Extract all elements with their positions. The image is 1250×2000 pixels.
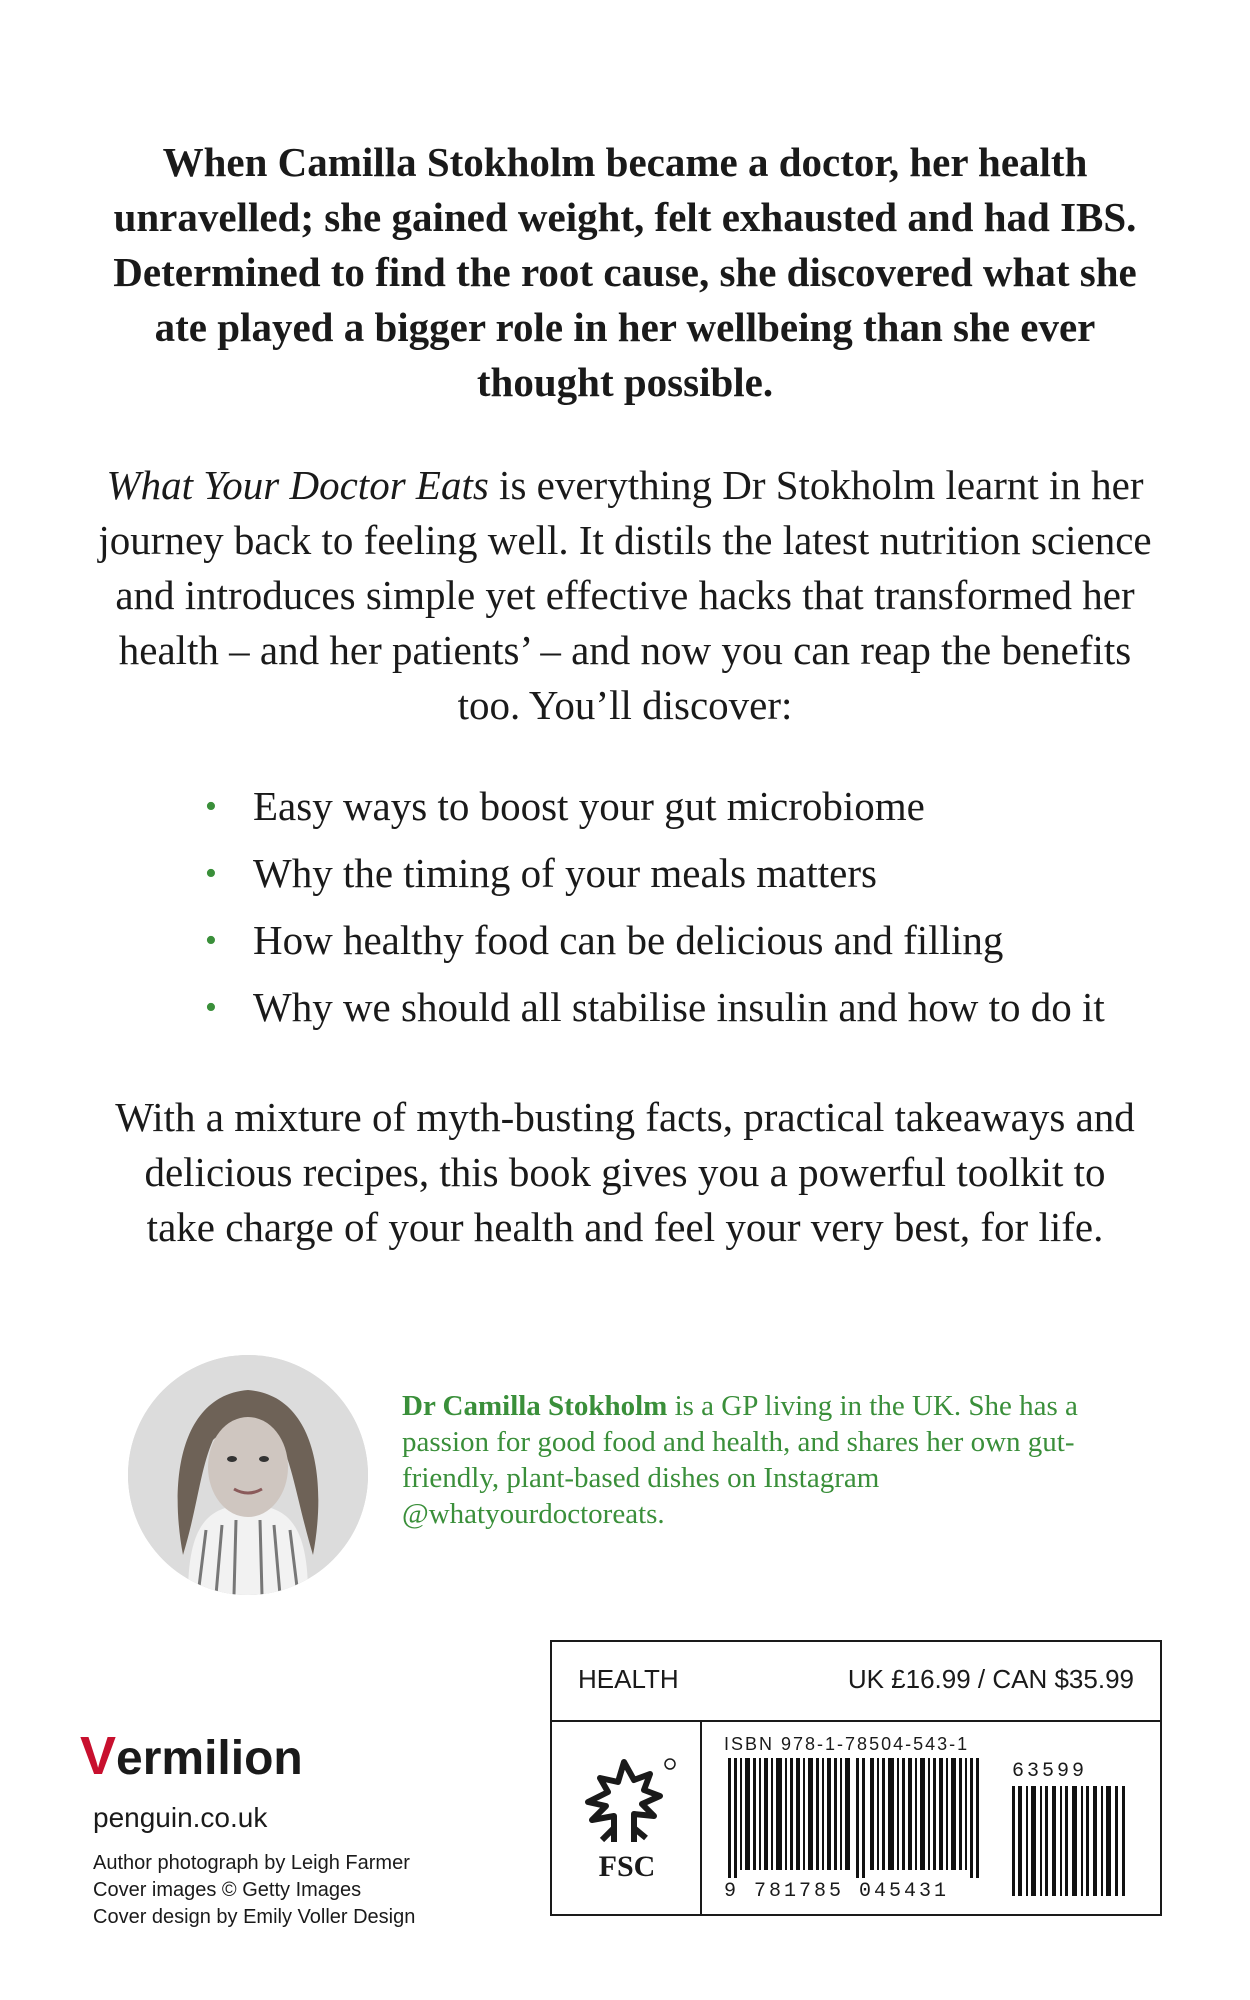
closing-paragraph: With a mixture of myth-busting facts, practical takeaways and delicious recipes, this book gives you a powerful toolkit to take charge of your health and feel your very best, for life.: [115, 1094, 1135, 1250]
author-photo: [128, 1355, 368, 1595]
addon-digits: 63599: [1012, 1760, 1088, 1783]
benefits-list: [205, 773, 1185, 1041]
addon-barcode: [1012, 1786, 1132, 1896]
bullet-icon: •: [205, 989, 217, 1026]
summary-text: is everything Dr Stokholm learnt in her journey back to feeling well. It distils the latest nutrition science and introduces simple yet effective hacks that transformed her health – and her patients’ – and now you can reap the benefits too. You’ll discover:: [98, 462, 1152, 728]
publisher-logo-mark: V: [80, 1726, 117, 1786]
ean-barcode: [728, 1758, 998, 1878]
list-item: • Why we should all stabilise insulin and how to do it: [205, 974, 1185, 1041]
author-bio-text: is a GP living in the UK. She has a passion for good food and health, and shares her own gut-friendly, plant-based dishes on Instagram @whatyourdoctoreats.: [402, 1390, 1078, 1530]
author-portrait-icon: [128, 1355, 368, 1595]
book-title: What Your Doctor Eats: [106, 462, 489, 508]
list-item: • Easy ways to boost your gut microbiome: [205, 773, 1185, 840]
summary-paragraph: [95, 458, 1155, 733]
fsc-cell: [552, 1722, 702, 1916]
retail-box: [550, 1640, 1162, 1916]
fsc-tree-icon: [574, 1752, 680, 1848]
publisher-website: penguin.co.uk: [93, 1802, 268, 1833]
credit-line: Author photograph by Leigh Farmer: [93, 1852, 410, 1874]
price-label: UK £16.99 / CAN $35.99: [847, 1664, 1134, 1694]
retail-header: [552, 1642, 1160, 1722]
bullet-icon: •: [205, 788, 217, 825]
list-item: • Why the timing of your meals matters: [205, 840, 1185, 907]
credit-line: Cover design by Emily Voller Design: [93, 1906, 416, 1928]
barcode-digits: 9 781785 045431: [724, 1880, 950, 1903]
publisher-logo: [80, 1726, 303, 1786]
intro-paragraph: When Camilla Stokholm became a doctor, her health unravelled; she gained weight, felt exhausted and had IBS. Determined to find the root cause, she discovered what she ate played a bigger role in her wellbeing than she ever thought possible.: [113, 139, 1137, 405]
bullet-icon: •: [205, 922, 217, 959]
category-label: HEALTH: [578, 1664, 679, 1694]
isbn-label: ISBN 978-1-78504-543-1: [724, 1734, 970, 1754]
bullet-icon: •: [205, 855, 217, 892]
credit-line: Cover images © Getty Images: [93, 1879, 362, 1901]
publisher-logo-text: ermilion: [116, 1732, 303, 1785]
list-item: • How healthy food can be delicious and filling: [205, 907, 1185, 974]
credits: [93, 1850, 415, 1931]
author-name: Dr Camilla Stokholm: [402, 1390, 668, 1422]
author-bio: [402, 1388, 1142, 1532]
fsc-label: FSC: [598, 1850, 656, 1883]
